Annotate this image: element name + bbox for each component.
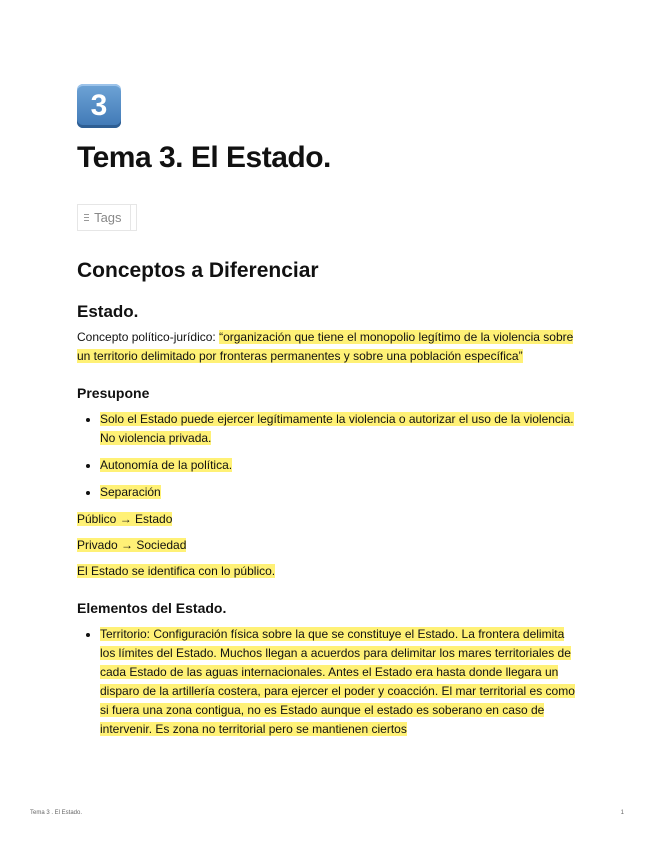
elementos-heading: Elementos del Estado. bbox=[77, 600, 227, 616]
list-item-text: Autonomía de la política. bbox=[100, 458, 233, 472]
list-item bbox=[100, 456, 582, 475]
elementos-list bbox=[77, 625, 582, 739]
list-item bbox=[100, 410, 582, 448]
section-heading: Conceptos a Diferenciar bbox=[77, 259, 319, 282]
list-item-text: Territorio: Configuración física sobre la que se constituye el Estado. La frontera delimita los límites del Estado. Muchos llegan a acuerdos para delimitar los mares territoriales de cada Estado de las aguas internacionales. Antes el Estado era hasta donde llegara un disparo de la artillería costera, para ejercer el poder y coacción. El mar territorial es como si fuera una zona contigua, no es Estado aunque el estado es soberano en caso de intervenir. Es zona no territorial pero se mantienen ciertos bbox=[100, 627, 575, 736]
estado-heading: Estado. bbox=[77, 302, 139, 321]
page-title: Tema 3. El Estado. bbox=[77, 141, 331, 174]
presupone-line bbox=[77, 562, 582, 581]
list-item-text: Separación bbox=[100, 485, 161, 499]
tags-label: Tags bbox=[94, 210, 122, 225]
estado-definition bbox=[77, 328, 582, 366]
list-item-text: Solo el Estado puede ejercer legítimamente la violencia o autorizar el uso de la violencia. No violencia privada. bbox=[100, 412, 574, 445]
line-text: Público → Estado bbox=[77, 512, 173, 526]
keycap-three-icon: 3 bbox=[77, 84, 121, 128]
presupone-list bbox=[77, 410, 582, 502]
footer-title: Tema 3 . El Estado. bbox=[30, 810, 83, 816]
list-item bbox=[100, 625, 582, 739]
estado-lead: Concepto político-jurídico: bbox=[77, 330, 220, 344]
tags-property[interactable] bbox=[77, 204, 137, 231]
line-text: El Estado se identifica con lo público. bbox=[77, 564, 276, 578]
estado-quote: “organización que tiene el monopolio legítimo de la violencia sobre un territorio delimitado por fronteras permanentes y sobre una población específica” bbox=[77, 330, 574, 363]
presupone-line bbox=[77, 510, 582, 529]
line-text: Privado → Sociedad bbox=[77, 538, 187, 552]
list-icon bbox=[84, 212, 89, 223]
presupone-heading: Presupone bbox=[77, 385, 150, 401]
page-number: 1 bbox=[620, 810, 624, 816]
document-page bbox=[77, 84, 582, 739]
list-item bbox=[100, 483, 582, 502]
presupone-line bbox=[77, 536, 582, 555]
